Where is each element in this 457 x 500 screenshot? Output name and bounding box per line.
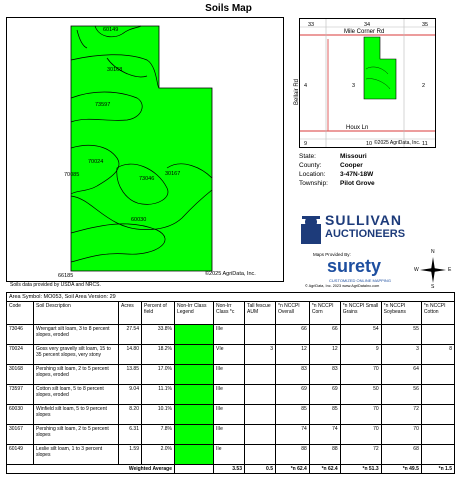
soil-label: 73597	[95, 102, 111, 108]
soil-label: 70085	[64, 172, 80, 178]
col-header: Non-Irr Class *c	[214, 302, 245, 325]
cell-pct: 7.8%	[142, 425, 175, 445]
total-cotton: *n 1.5	[421, 465, 454, 474]
cell-soy: 70	[381, 425, 421, 445]
cell-code: 60149	[7, 445, 34, 465]
cell-aum	[245, 445, 276, 465]
cell-small: 54	[340, 325, 381, 345]
surety-tagline: CUSTOMIZED ONLINE MAPPING	[329, 278, 391, 283]
cell-cls: IIIe	[214, 405, 245, 425]
col-header: *n NCCPI Small Grains	[340, 302, 381, 325]
state-value: Missouri	[340, 153, 367, 160]
class-legend-swatch	[175, 325, 214, 345]
cell-corn: 85	[309, 405, 340, 425]
col-header: Acres	[119, 302, 142, 325]
cell-overall: 74	[276, 425, 310, 445]
cell-pct: 17.0%	[142, 365, 175, 385]
table-row	[7, 405, 455, 425]
soil-credit: Soils data provided by USDA and NRCS.	[10, 282, 101, 288]
cell-code: 73597	[7, 385, 34, 405]
cell-pct: 10.1%	[142, 405, 175, 425]
sullivan-surety-logo	[299, 212, 414, 290]
soil-label: 30168	[107, 67, 123, 73]
cell-desc: Pershing silt loam, 2 to 5 percent slopes, eroded	[34, 365, 119, 385]
cell-aum	[245, 425, 276, 445]
cell-desc: Pershing silt loam, 2 to 5 percent slopes	[34, 425, 119, 445]
cell-soy: 56	[381, 385, 421, 405]
cell-cotton	[421, 425, 454, 445]
class-legend-swatch	[175, 385, 214, 405]
table-row	[7, 345, 455, 365]
cell-small: 70	[340, 365, 381, 385]
total-aum: 0.5	[245, 465, 276, 474]
cell-corn: 66	[309, 325, 340, 345]
area-symbol: Area Symbol: MO053, Soil Area Version: 29	[7, 293, 455, 302]
soil-label: 60149	[103, 27, 119, 33]
soil-label: 60030	[131, 217, 147, 223]
cell-pct: 11.1%	[142, 385, 175, 405]
cell-aum	[245, 365, 276, 385]
map-copyright: ©2025 AgriData, Inc.	[205, 271, 256, 277]
col-header: *n NCCPI Cotton	[421, 302, 454, 325]
cell-desc: Winfield silt loam, 5 to 9 percent slopes	[34, 405, 119, 425]
total-class: 3.53	[214, 465, 245, 474]
cell-aum	[245, 385, 276, 405]
cell-cls: IIIe	[214, 425, 245, 445]
cell-code: 60030	[7, 405, 34, 425]
col-header: Code	[7, 302, 34, 325]
cell-code: 73046	[7, 325, 34, 345]
cell-cls: IIIe	[214, 325, 245, 345]
county-value: Cooper	[340, 162, 363, 169]
cell-small: 70	[340, 405, 381, 425]
cell-acres: 8.20	[119, 405, 142, 425]
class-legend-swatch	[175, 405, 214, 425]
inset-field	[364, 37, 396, 99]
cell-overall: 12	[276, 345, 310, 365]
cell-acres: 14.80	[119, 345, 142, 365]
cell-aum	[245, 325, 276, 345]
cell-soy: 72	[381, 405, 421, 425]
table-row	[7, 425, 455, 445]
total-overall: *n 62.4	[276, 465, 310, 474]
cell-small: 9	[340, 345, 381, 365]
col-header: Soil Description	[34, 302, 119, 325]
total-corn: *n 62.4	[309, 465, 340, 474]
cell-corn: 12	[309, 345, 340, 365]
class-legend-swatch	[175, 345, 214, 365]
cell-acres: 6.31	[119, 425, 142, 445]
cell-code: 70024	[7, 345, 34, 365]
table-row	[7, 385, 455, 405]
surety-brand: surety	[327, 256, 382, 276]
cell-pct: 33.8%	[142, 325, 175, 345]
compass-w: W	[414, 267, 419, 273]
logo-small-print: © AgriData, Inc. 2023 www.AgriDataInc.com	[305, 284, 380, 288]
section-number: 4	[304, 83, 308, 89]
location-value: 3-47N-18W	[340, 171, 374, 178]
cell-overall: 88	[276, 445, 310, 465]
table-header-row	[7, 302, 455, 325]
soil-label: 70024	[88, 159, 104, 165]
cell-corn: 74	[309, 425, 340, 445]
section-number: 10	[366, 141, 373, 147]
section-number: 2	[422, 83, 426, 89]
compass-e: E	[448, 267, 452, 273]
auctioneer-icon	[299, 214, 323, 246]
cell-small: 70	[340, 425, 381, 445]
table-row	[7, 365, 455, 385]
cell-aum: 3	[245, 345, 276, 365]
cell-cls: IIe	[214, 445, 245, 465]
soil-label: 73046	[139, 176, 155, 182]
soils-table	[6, 292, 455, 474]
cell-desc: Goss very gravelly silt loam, 15 to 35 percent slopes, very stony	[34, 345, 119, 365]
cell-desc: Wrengart silt loam, 3 to 8 percent slopes, eroded	[34, 325, 119, 345]
location-inset-map[interactable]	[294, 18, 436, 148]
cell-cotton	[421, 405, 454, 425]
cell-acres: 9.04	[119, 385, 142, 405]
cell-overall: 66	[276, 325, 310, 345]
col-header: *n NCCPI Soybeans	[381, 302, 421, 325]
cell-small: 50	[340, 385, 381, 405]
cell-acres: 1.59	[119, 445, 142, 465]
cell-desc: Leslie silt loam, 1 to 3 percent slopes	[34, 445, 119, 465]
location-info	[299, 152, 375, 188]
cell-cotton	[421, 445, 454, 465]
cell-cls: IIIe	[214, 385, 245, 405]
cell-acres: 13.85	[119, 365, 142, 385]
class-legend-swatch	[175, 445, 214, 465]
cell-code: 30168	[7, 365, 34, 385]
cell-code: 30167	[7, 425, 34, 445]
compass-rose-icon	[414, 249, 452, 290]
cell-cotton	[421, 385, 454, 405]
cell-pct: 18.2%	[142, 345, 175, 365]
section-number: 11	[422, 141, 428, 147]
cell-soy: 68	[381, 445, 421, 465]
logo-line1: SULLIVAN	[325, 212, 402, 228]
cell-overall: 69	[276, 385, 310, 405]
class-legend-swatch	[175, 425, 214, 445]
cell-cls: IIIe	[214, 365, 245, 385]
cell-aum	[245, 405, 276, 425]
soil-label: 30167	[165, 171, 181, 177]
col-header: *n NCCPI Corn	[309, 302, 340, 325]
cell-small: 72	[340, 445, 381, 465]
weighted-label: Weighted Average	[7, 465, 175, 474]
cell-cls: VIe	[214, 345, 245, 365]
cell-corn: 88	[309, 445, 340, 465]
cell-desc: Cotton silt loam, 5 to 8 percent slopes, eroded	[34, 385, 119, 405]
township-label: Township:	[299, 180, 328, 187]
cell-acres: 27.54	[119, 325, 142, 345]
soil-label: 66185	[58, 273, 74, 279]
cell-corn: 69	[309, 385, 340, 405]
section-number: 3	[352, 83, 356, 89]
cell-overall: 85	[276, 405, 310, 425]
cell-cotton	[421, 325, 454, 345]
class-legend-swatch	[175, 365, 214, 385]
col-header: *n NCCPI Overall	[276, 302, 310, 325]
cell-soy: 3	[381, 345, 421, 365]
col-header: Non-Irr Class Legend	[175, 302, 214, 325]
section-number: 34	[364, 22, 371, 28]
cell-soy: 64	[381, 365, 421, 385]
logo-line2: AUCTIONEERS	[325, 228, 406, 240]
township-value: Pilot Grove	[340, 180, 375, 187]
location-label: Location:	[299, 171, 326, 178]
section-number: 33	[308, 22, 315, 28]
col-header: Tall fescue AUM	[245, 302, 276, 325]
cell-pct: 2.0%	[142, 445, 175, 465]
inset-copyright: ©2025 AgriData, Inc.	[374, 140, 421, 146]
table-row	[7, 445, 455, 465]
section-number: 35	[422, 22, 429, 28]
soil-map[interactable]	[6, 17, 284, 282]
compass-n: N	[431, 249, 435, 255]
cell-cotton	[421, 365, 454, 385]
field-boundary	[71, 26, 212, 271]
compass-s: S	[431, 284, 435, 290]
page-title: Soils Map	[205, 3, 252, 14]
road-label: Houx Ln	[346, 125, 369, 131]
cell-soy: 55	[381, 325, 421, 345]
total-small: *n 51.3	[340, 465, 381, 474]
maps-by: Maps Provided By:	[313, 252, 351, 257]
table-row	[7, 325, 455, 345]
state-label: State:	[299, 153, 316, 160]
section-number: 9	[304, 141, 308, 147]
cell-overall: 83	[276, 365, 310, 385]
cell-cotton: 8	[421, 345, 454, 365]
col-header: Percent of field	[142, 302, 175, 325]
cell-corn: 83	[309, 365, 340, 385]
road-label: Mile Corner Rd	[344, 29, 385, 35]
county-label: County:	[299, 162, 322, 169]
road-label: Bellair Rd	[294, 78, 300, 105]
weighted-average-row	[7, 465, 455, 474]
total-soy: *n 49.5	[381, 465, 421, 474]
